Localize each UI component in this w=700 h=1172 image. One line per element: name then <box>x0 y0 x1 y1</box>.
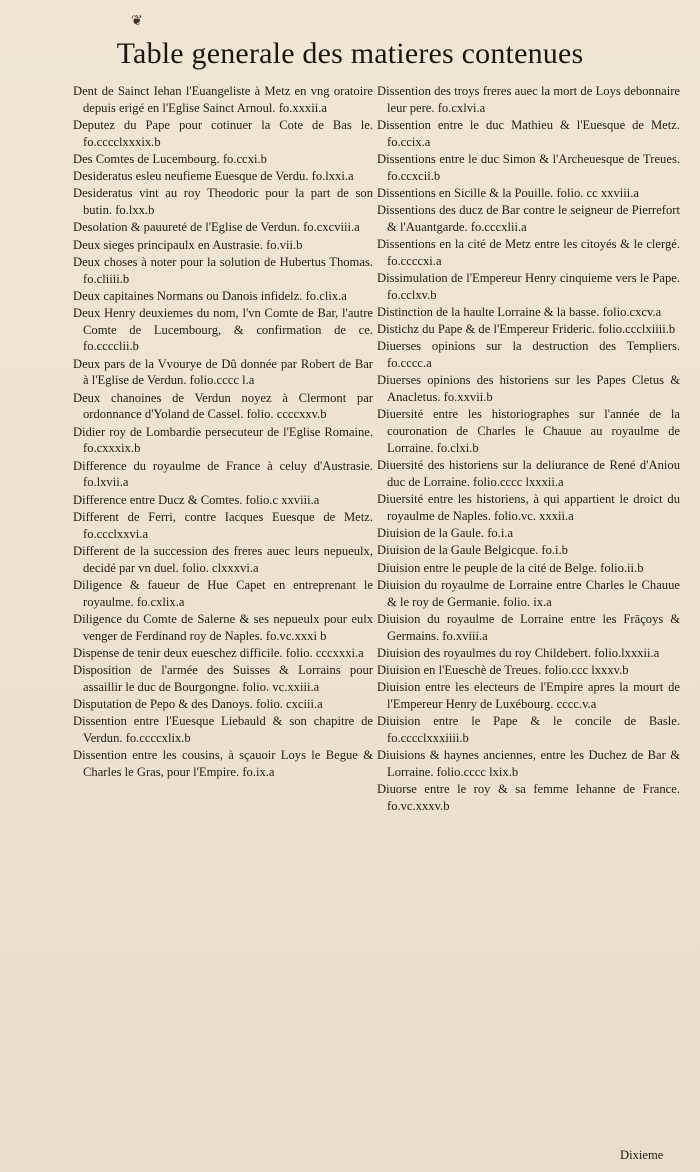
index-entry <box>377 457 680 491</box>
index-entry <box>377 151 680 185</box>
index-entry-text: Diuorse entre le roy & sa femme Iehanne de France. <box>377 782 680 797</box>
index-entry-text: Diuision du royaulme de Lorraine entre les Frāçoys & Germains. <box>377 611 680 643</box>
printer-ornament-icon: ❦ <box>131 14 143 29</box>
folio-reference: folio. cc xxviii.a <box>556 185 640 200</box>
index-entry-text: Diligence & faueur de Hue Capet en entreprenant le royaulme. <box>73 577 373 609</box>
folio-reference: fo.vc.xxxi b <box>265 628 327 643</box>
index-entry-text: Deux pars de la Vvourye de Dû donnée par Robert de Bar à l'Eglise de Verdun. <box>73 356 373 388</box>
index-entry-text: Desideratus esleu neufieme Euesque de Verdu. <box>73 169 309 184</box>
index-entry-text: Difference entre Ducz & Comtes. <box>73 492 243 507</box>
index-column-left <box>73 83 373 781</box>
index-entry-text: Deux sieges principaulx en Austrasie. <box>73 237 263 252</box>
index-entry <box>73 288 373 305</box>
folio-reference: fo.xxvii.b <box>443 390 493 405</box>
folio-reference: folio. ix.a <box>503 594 552 609</box>
index-entry <box>73 254 373 288</box>
index-entry <box>73 305 373 355</box>
index-entry-text: Diuision en l'Eueschè de Treues. <box>377 662 542 677</box>
folio-reference: fo.ccix.a <box>387 134 431 149</box>
index-entry <box>377 491 680 525</box>
folio-reference: fo.lxx.b <box>115 203 155 218</box>
catchword: Dixieme <box>620 1148 664 1162</box>
folio-reference: fo.clxi.b <box>436 441 479 456</box>
index-entry-text: Dissention entre le duc Mathieu & l'Euesque de Metz. <box>377 117 680 132</box>
index-entry <box>73 645 373 662</box>
folio-reference: fo.cxxxix.b <box>83 441 141 456</box>
index-entry-text: Dissentions en la cité de Metz entre les citoyés & le clergé. <box>377 237 680 252</box>
index-entry <box>73 168 373 185</box>
folio-reference: fo.clix.a <box>305 288 347 303</box>
index-entry-text: Desolation & pauureté de l'Eglise de Verdun. <box>73 220 300 235</box>
index-entry-text: Distinction de la haulte Lorraine & la basse. <box>377 305 600 320</box>
index-entry-text: Dissimulation de l'Empereur Henry cinquieme vers le Pape. <box>377 271 680 286</box>
index-entry <box>73 696 373 713</box>
folio-reference: fo.cccclii.b <box>83 339 139 354</box>
index-entry-text: Different de Ferri, contre Iacques Euesque de Metz. <box>73 509 373 524</box>
folio-reference: fo.ccccxlix.b <box>125 730 191 745</box>
index-entry <box>377 781 680 815</box>
folio-reference: fo.xviii.a <box>442 628 488 643</box>
folio-reference: folio.cxcv.a <box>602 305 662 320</box>
index-entry-text: Dent de Sainct Iehan l'Euangeliste à Metz en vng oratoire depuis erigé en l'Eglise Sainct Arnoul. <box>73 84 373 115</box>
index-entry-text: Diligence du Comte de Salerne & ses nepueulx pour eulx venger de Ferdinand roy de Naples. <box>73 611 373 643</box>
folio-reference: fo.ccxcii.b <box>387 168 441 183</box>
index-entry-text: Diuerses opinions sur la destruction des Templiers. <box>377 339 680 354</box>
folio-reference: cccc.v.a <box>556 696 597 711</box>
index-entry <box>377 662 680 679</box>
index-entry <box>377 611 680 645</box>
folio-reference: folio.cccc lxxxii.a <box>473 475 564 490</box>
index-entry <box>73 713 373 747</box>
folio-reference: fo.ccccxi.a <box>387 253 442 268</box>
index-entry <box>377 83 680 117</box>
index-entry-text: Deux Henry deuxiemes du nom, l'vn Comte de Bar, l'autre Comte de Lucembourg, & confirmation de ce. <box>73 305 373 337</box>
index-entry <box>73 390 373 424</box>
index-entry <box>73 662 373 696</box>
folio-reference: folio.vc. xxxii.a <box>494 509 574 523</box>
index-entry <box>73 424 373 458</box>
folio-reference: fo.cccxlii.a <box>470 219 527 234</box>
index-entry <box>73 509 373 543</box>
index-entry <box>73 611 373 645</box>
index-entry <box>377 525 680 542</box>
folio-reference: folio.ccclxiiii.b <box>598 322 676 337</box>
folio-reference: folio. cccxxxi.a <box>285 645 364 660</box>
index-entry <box>377 713 680 747</box>
index-entry <box>377 185 680 202</box>
index-entry-text: Disputation de Pepo & des Danoys. <box>73 696 253 711</box>
folio-reference: fo.cccclxxxix.b <box>83 134 161 149</box>
folio-reference: fo.ccxi.b <box>222 151 267 166</box>
folio-reference: folio. clxxxvi.a <box>181 560 259 575</box>
index-entry-text: Dissention entre les cousins, à sçauoir Loys le Begue & Charles le Gras, pour l'Empire. <box>73 748 373 779</box>
folio-reference: fo.lxxi.a <box>311 169 354 184</box>
index-entry-text: Dissentions entre le duc Simon & l'Archeuesque de Treues. <box>377 151 680 166</box>
index-entry <box>73 492 373 509</box>
index-entry-text: Diuisions & haynes anciennes, entre les Duchez de Bar & Lorraine. <box>377 748 680 779</box>
index-entry-text: Deputez du Pape pour cotinuer la Cote de Bas le. <box>73 117 373 132</box>
index-entry-text: Dissention entre l'Euesque Liebauld & son chapitre de Verdun. <box>73 714 373 745</box>
folio-reference: fo.cxlvi.a <box>437 100 486 115</box>
index-entry-text: Deux choses à noter pour la solution de Hubertus Thomas. <box>73 254 373 269</box>
index-entry-text: Disposition de l'armée des Suisses & Lorrains pour assaillir le duc de Bourgongne. <box>73 662 373 694</box>
index-entry <box>377 577 680 611</box>
folio-reference: fo.xxxii.a <box>278 100 327 115</box>
index-entry-text: Des Comtes de Lucembourg. <box>73 151 220 166</box>
index-entry <box>73 151 373 168</box>
index-entry-text: Diuision de la Gaule Belgicque. <box>377 543 539 558</box>
index-entry <box>377 372 680 406</box>
folio-reference: folio.cccc lxix.b <box>436 764 519 779</box>
index-entry <box>73 577 373 611</box>
index-entry-text: Desideratus vint au roy Theodoric pour la part de son butin. <box>73 186 373 218</box>
index-entry-text: Dissentions en Sicille & la Pouille. <box>377 185 554 200</box>
folio-reference: fo.ix.a <box>242 764 275 779</box>
folio-reference: folio.ccc lxxxv.b <box>544 662 629 677</box>
folio-reference: fo.lxvii.a <box>83 475 129 490</box>
index-entry-text: Diuersité entre les historiens, à qui appartient le droict du royaulme de Naples. <box>377 492 680 523</box>
index-entry <box>73 543 373 577</box>
index-entry <box>73 747 373 781</box>
folio-reference: folio.cccc l.a <box>189 373 255 388</box>
index-entry <box>377 236 680 270</box>
folio-reference: folio.ii.b <box>600 560 644 575</box>
index-entry-text: Difference du royaulme de France à celuy d'Austrasie. <box>73 458 373 473</box>
folio-reference: fo.cccc.a <box>387 356 432 371</box>
index-entry-text: Distichz du Pape & de l'Empereur Frideric. <box>377 322 596 337</box>
folio-reference: folio. ccccxxv.b <box>246 407 327 422</box>
index-entry-text: Diuision entre le peuple de la cité de Belge. <box>377 560 597 575</box>
index-entry-text: Dissention des troys freres auec la mort de Loys debonnaire leur pere. <box>377 84 680 115</box>
index-entry <box>377 117 680 151</box>
folio-reference: folio.c xxviii.a <box>245 492 320 507</box>
index-entry <box>73 237 373 254</box>
index-entry <box>377 338 680 372</box>
index-entry <box>377 679 680 713</box>
folio-reference: fo.cxlix.a <box>136 594 185 609</box>
folio-reference: fo.ccclxxvi.a <box>83 526 149 541</box>
page-title: Table generale des matieres contenues <box>116 37 584 70</box>
folio-reference: fo.vii.b <box>266 237 303 252</box>
index-entry-text: Diuersité des historiens sur la deliurance de René d'Aniou duc de Lorraine. <box>377 458 680 490</box>
index-entry <box>73 458 373 492</box>
index-entry <box>377 202 680 236</box>
index-entry-text: Different de la succession des freres auec leurs nepueulx, decidé par vn duel. <box>73 543 373 575</box>
index-entry <box>73 185 373 219</box>
index-entry-text: Dissentions des ducz de Bar contre le seigneur de Pierrefort & l'Auantgarde. <box>377 203 680 234</box>
index-entry-text: Diuision de la Gaule. <box>377 526 485 541</box>
index-entry-text: Diuision entre les electeurs de l'Empire apres la mourt de l'Empereur Henry de Luxébourg. <box>377 680 680 711</box>
index-entry <box>73 356 373 390</box>
index-entry <box>377 270 680 304</box>
folio-reference: fo.i.b <box>541 543 568 558</box>
index-entry <box>377 560 680 577</box>
index-entry-text: Deux capitaines Normans ou Danois infidelz. <box>73 288 303 303</box>
index-entry-text: Diuision du royaulme de Lorraine entre Charles le Chauue & le roy de Germanie. <box>377 577 680 609</box>
index-entry <box>377 542 680 559</box>
index-column-right <box>377 83 680 815</box>
index-entry-text: Diuision entre le Pape & le concile de Basle. <box>377 714 680 729</box>
index-entry <box>73 219 373 236</box>
index-entry <box>377 304 680 321</box>
folio-reference: folio. cxciii.a <box>255 696 323 711</box>
index-entry <box>73 117 373 151</box>
index-entry-text: Diuerses opinions des historiens sur les Papes Cletus & Anacletus. <box>377 373 680 405</box>
index-entry <box>377 321 680 338</box>
folio-reference: folio. vc.xxiii.a <box>242 679 320 694</box>
index-entry <box>377 645 680 662</box>
folio-reference: folio.lxxxii.a <box>594 645 660 660</box>
index-entry <box>377 406 680 456</box>
index-entry <box>73 83 373 117</box>
folio-reference: fo.cccclxxxiiii.b <box>387 730 469 745</box>
folio-reference: fo.cxcviii.a <box>303 220 360 235</box>
folio-reference: fo.cliiii.b <box>83 271 130 286</box>
index-entry-text: Diuision des royaulmes du roy Childebert. <box>377 645 592 660</box>
folio-reference: fo.cclxv.b <box>387 287 437 302</box>
folio-reference: fo.vc.xxxv.b <box>387 798 450 813</box>
index-entry-text: Diuersité entre les historiographes sur l'année de la couronation de Charles le Chauue au royaulme de Lorraine. <box>377 407 680 456</box>
index-entry-text: Deux chanoines de Verdun noyez à Clermont par ordonnance d'Yoland de Cassel. <box>73 390 373 422</box>
folio-reference: fo.i.a <box>487 526 514 541</box>
index-entry-text: Dispense de tenir deux eueschez difficile. <box>73 645 283 660</box>
index-entry-text: Didier roy de Lombardie persecuteur de l'Eglise Romaine. <box>73 424 373 439</box>
index-entry <box>377 747 680 781</box>
